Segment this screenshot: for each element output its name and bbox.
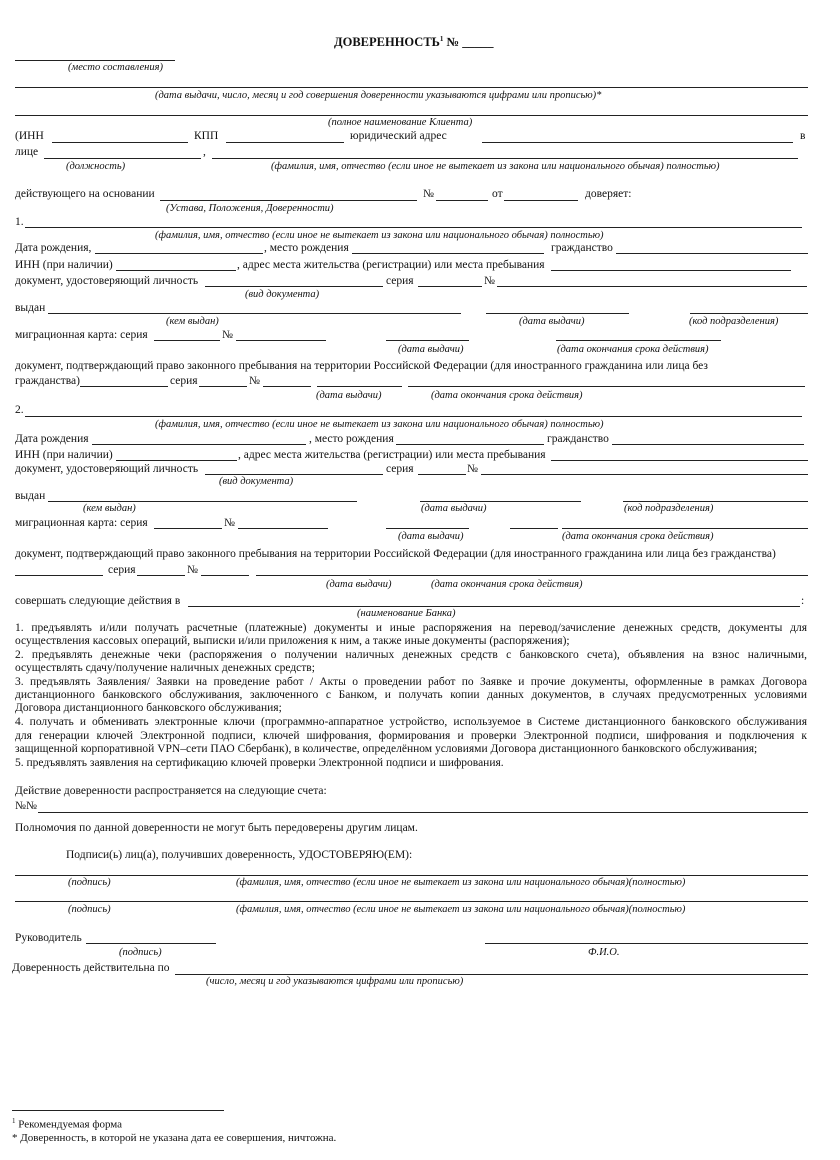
- title-number: № _____: [446, 35, 494, 50]
- person2-mig-series-line[interactable]: [154, 528, 222, 529]
- legal-address-label: юридический адрес: [350, 130, 447, 142]
- person1-number-line[interactable]: [497, 286, 807, 287]
- person2-ls-no-label: №: [187, 564, 198, 576]
- person1-issue-date-line[interactable]: [486, 313, 629, 314]
- trusts-label: доверяет:: [585, 188, 632, 200]
- person1-no-label: №: [484, 275, 495, 287]
- person2-mig-mid-line[interactable]: [510, 528, 558, 529]
- person1-dept-code-caption: (код подразделения): [689, 316, 779, 327]
- place-caption: (место составления): [68, 62, 164, 73]
- person2-birth-place-line[interactable]: [396, 444, 544, 445]
- person1-ls-doc-line[interactable]: [80, 386, 168, 387]
- basis-date-line[interactable]: [504, 200, 578, 201]
- bank-name-line[interactable]: [188, 606, 800, 607]
- person1-number: 1.: [15, 216, 24, 228]
- legal-address-line[interactable]: [482, 142, 793, 143]
- date-caption: (дата выдачи, число, месяц и год совершения доверенности указываются цифрами или прописью)*: [155, 90, 602, 101]
- client-caption: (полное наименование Клиента): [328, 117, 473, 128]
- signature-1-fio-caption: (фамилия, имя, отчество (если иное не вытекает из закона или национального обычая)(полностью): [236, 877, 686, 888]
- person1-doc-type-caption: (вид документа): [245, 289, 320, 300]
- person2-dept-code-caption: (код подразделения): [624, 503, 714, 514]
- person1-citizenship-label: гражданство: [551, 242, 613, 254]
- action-item-3-line-1: 3. предъявлять Заявления/ Заявки на проведение работ / Акты о проведении работ по Заявке и прочие документы, оформленные в рамках Договора: [15, 676, 807, 688]
- person2-ls-series-label: серия: [108, 564, 136, 576]
- person1-mig-date-caption: (дата выдачи): [398, 344, 464, 355]
- person1-ls-expiry-line[interactable]: [408, 386, 805, 387]
- person2-number-line[interactable]: [481, 474, 808, 475]
- title-footnote-mark: 1: [439, 35, 444, 43]
- person2-issued-label: выдан: [15, 490, 46, 502]
- person1-issued-by-caption: (кем выдан): [166, 316, 219, 327]
- certify-text: Подписи(ь) лиц(а), получивших доверенность, УДОСТОВЕРЯЮ(ЕМ):: [66, 849, 413, 861]
- accounts-label: Действие доверенности распространяется на следующие счета:: [15, 785, 327, 797]
- person1-address-label: , адрес места жительства (регистрации) или места пребывания: [237, 259, 545, 271]
- person2-birth-date-line[interactable]: [92, 444, 306, 445]
- person1-series-line[interactable]: [418, 286, 482, 287]
- person2-number: 2.: [15, 404, 24, 416]
- action-item-2-line-1: 2. предъявлять денежные чеки (распоряжения о получении наличных денежных средств с банковского счета), объявления на взнос наличными,: [15, 649, 807, 661]
- person2-legal-stay-text: документ, подтверждающий право законного пребывания на территории Российской Федерации (для иностранного гражданина или лица без гражданства): [15, 548, 776, 560]
- person2-id-doc-line[interactable]: [205, 474, 383, 475]
- action-item-3-line-3: Договора дистанционного банковского обслуживания;: [15, 702, 282, 714]
- person1-birth-date-label: Дата рождения,: [15, 242, 92, 254]
- position-caption: (должность): [66, 161, 126, 172]
- lice-label: лице: [15, 146, 39, 158]
- person2-no-label: №: [467, 463, 478, 475]
- person1-inn-label: ИНН (при наличии): [15, 259, 113, 271]
- person1-legal-stay-text: документ, подтверждающий право законного пребывания на территории Российской Федерации (для иностранного гражданина или лица без: [15, 360, 708, 372]
- person1-ls-expiry-caption: (дата окончания срока действия): [431, 390, 583, 401]
- lice-comma: ,: [203, 146, 206, 158]
- person2-migration-card-label: миграционная карта: серия: [15, 517, 148, 529]
- person2-fio-caption: (фамилия, имя, отчество (если иное не вытекает из закона или национального обычая) полностью): [155, 419, 604, 430]
- basis-number-line[interactable]: [436, 200, 488, 201]
- person2-series-label: серия: [386, 463, 414, 475]
- signature-2-line[interactable]: [15, 901, 808, 902]
- person1-mig-series-line[interactable]: [154, 340, 220, 341]
- person1-ls-date-line[interactable]: [317, 386, 402, 387]
- position-line[interactable]: [44, 158, 201, 159]
- valid-until-caption: (число, месяц и год указываются цифрами или прописью): [206, 976, 464, 987]
- person1-birth-place-line[interactable]: [352, 253, 544, 254]
- inn-label: (ИНН: [15, 130, 44, 142]
- person1-ls-series-label: серия: [170, 375, 198, 387]
- person2-series-line[interactable]: [418, 474, 466, 475]
- v-label: в: [800, 130, 806, 142]
- signature-2-fio-caption: (фамилия, имя, отчество (если иное не вытекает из закона или национального обычая)(полностью): [236, 904, 686, 915]
- person1-address-line[interactable]: [551, 270, 791, 271]
- accounts-line[interactable]: [38, 812, 808, 813]
- person1-birth-place-label: , место рождения: [264, 242, 349, 254]
- kpp-label: КПП: [194, 130, 219, 142]
- person2-mig-expiry-caption: (дата окончания срока действия): [562, 531, 714, 542]
- head-label: Руководитель: [15, 932, 82, 944]
- person1-ls-date-caption: (дата выдачи): [316, 390, 382, 401]
- action-item-1-line-2: осуществления кассовых операций, выписки и/или приложения к ним, а также иные документы (распоряжения);: [15, 635, 570, 647]
- person2-id-doc-label: документ, удостоверяющий личность: [15, 463, 199, 475]
- date-line[interactable]: [15, 87, 808, 88]
- person2-ls-number-line[interactable]: [201, 575, 249, 576]
- person2-address-line[interactable]: [551, 460, 808, 461]
- basis-from-label: от: [492, 188, 503, 200]
- valid-until-label: Доверенность действительна по: [12, 962, 170, 974]
- person1-fio-line[interactable]: [25, 227, 802, 228]
- person2-ls-date-caption: (дата выдачи): [326, 579, 392, 590]
- person2-doc-type-caption: (вид документа): [219, 476, 294, 487]
- bank-name-caption: (наименование Банка): [357, 608, 456, 619]
- action-item-3-line-2: дистанционного банковского обслуживания, заключенного с Банком, и получать копии данных документов, в случаях предусмотренных условиями: [15, 689, 807, 701]
- kpp-line[interactable]: [226, 142, 344, 143]
- basis-caption: (Устава, Положения, Доверенности): [166, 203, 334, 214]
- document-title: [334, 36, 493, 49]
- person2-issue-date-caption: (дата выдачи): [421, 503, 487, 514]
- person2-citizenship-label: гражданство: [547, 433, 609, 445]
- footnote-separator: [12, 1110, 224, 1111]
- person2-inn-line[interactable]: [116, 460, 237, 461]
- person1-citizenship-line[interactable]: [616, 253, 808, 254]
- signature-1-caption: (подпись): [68, 877, 111, 888]
- perform-actions-label: совершать следующие действия в: [15, 595, 181, 607]
- person2-mig-date-caption: (дата выдачи): [398, 531, 464, 542]
- footnote-1: [12, 1118, 122, 1131]
- person1-id-doc-label: документ, удостоверяющий личность: [15, 275, 199, 287]
- person1-ls-number-line[interactable]: [263, 386, 311, 387]
- head-fio-caption: Ф.И.О.: [588, 947, 620, 958]
- person1-migration-card-label: миграционная карта: серия: [15, 329, 148, 341]
- person1-inn-line[interactable]: [116, 270, 236, 271]
- person2-ls-expiry-caption: (дата окончания срока действия): [431, 579, 583, 590]
- person2-birth-date-label: Дата рождения: [15, 433, 89, 445]
- person1-fio-caption: (фамилия, имя, отчество (если иное не вытекает из закона или национального обычая) полностью): [155, 230, 604, 241]
- person2-issue-date-line[interactable]: [420, 501, 581, 502]
- basis-line[interactable]: [160, 200, 417, 201]
- person2-mig-number-line[interactable]: [238, 528, 328, 529]
- person1-id-doc-line[interactable]: [205, 286, 383, 287]
- action-item-2-line-2: осуществлять сдачу/получение наличных денежных средств;: [15, 662, 315, 674]
- action-item-5: 5. предъявлять заявления на сертификацию ключей проверки Электронной подписи и шифрования.: [15, 757, 504, 769]
- person2-ls-date-line[interactable]: [256, 575, 808, 576]
- person1-ls-series-line[interactable]: [199, 386, 247, 387]
- person2-fio-line[interactable]: [25, 416, 802, 417]
- place-line[interactable]: [15, 60, 175, 61]
- person1-mig-expiry-line[interactable]: [556, 340, 721, 341]
- person1-series-label: серия: [386, 275, 414, 287]
- person2-issued-by-caption: (кем выдан): [83, 503, 136, 514]
- valid-until-line[interactable]: [175, 974, 808, 975]
- person1-issued-by-line[interactable]: [48, 313, 461, 314]
- person1-issue-date-caption: (дата выдачи): [519, 316, 585, 327]
- action-item-4-line-1: 4. получать и обменивать электронные ключи (программно-аппаратное устройство, используемое в Системе дистанционного банковского обслуживания: [15, 716, 807, 728]
- head-fio-line[interactable]: [485, 943, 808, 944]
- footnote-2: * Доверенность, в которой не указана дата ее совершения, ничтожна.: [12, 1132, 337, 1144]
- person2-birth-place-label: , место рождения: [309, 433, 394, 445]
- person1-issued-label: выдан: [15, 302, 46, 314]
- person2-citizenship-line[interactable]: [612, 444, 804, 445]
- person1-birth-date-line[interactable]: [95, 253, 263, 254]
- person1-mig-date-line[interactable]: [386, 340, 469, 341]
- footnote-1-text: Рекомендуемая форма: [18, 1118, 123, 1131]
- person2-mig-expiry-line[interactable]: [562, 528, 808, 529]
- basis-no-label: №: [423, 188, 434, 200]
- action-item-1-line-1: 1. предъявлять и/или получать расчетные (платежные) документы и иные распоряжения на перевод/зачисление денежных средств, документы для: [15, 622, 807, 634]
- action-item-4-line-3: защищенной корпоративной VPN–сети ПАО Сбербанк), в количестве, определённом условиями Договора дистанционного банковского обслуживания;: [15, 743, 758, 755]
- person2-inn-label: ИНН (при наличии): [15, 449, 113, 461]
- person1-mig-no-label: №: [222, 329, 233, 341]
- person2-ls-doc-line[interactable]: [15, 575, 103, 576]
- person2-mig-date-line[interactable]: [386, 528, 469, 529]
- title-text: ДОВЕРЕННОСТЬ: [334, 35, 440, 50]
- signature-2-caption: (подпись): [68, 904, 111, 915]
- representative-fio-caption: (фамилия, имя, отчество (если иное не вытекает из закона или национального обычая) полностью): [271, 161, 720, 172]
- person2-issued-by-line[interactable]: [48, 501, 357, 502]
- acting-label: действующего на основании: [15, 188, 155, 200]
- person1-mig-expiry-caption: (дата окончания срока действия): [557, 344, 709, 355]
- inn-line[interactable]: [52, 142, 188, 143]
- no-delegation-text: Полномочия по данной доверенности не могут быть передоверены другим лицам.: [15, 822, 418, 834]
- head-signature-caption: (подпись): [119, 947, 162, 958]
- person2-ls-series-line[interactable]: [137, 575, 185, 576]
- person1-ls-no-label: №: [249, 375, 260, 387]
- action-item-4-line-2: для генерации ключей Электронной подписи, ключей шифрования, формирования и проверки Электронной подписи, шифрования и подключения к: [15, 730, 807, 742]
- signature-1-line[interactable]: [15, 875, 808, 876]
- head-signature-line[interactable]: [86, 943, 216, 944]
- person2-mig-no-label: №: [224, 517, 235, 529]
- client-line[interactable]: [15, 115, 808, 116]
- representative-fio-line[interactable]: [212, 158, 798, 159]
- person2-dept-code-line[interactable]: [623, 501, 808, 502]
- footnote-1-mark: 1: [12, 1117, 16, 1125]
- perform-actions-colon: :: [801, 595, 805, 607]
- person1-dept-code-line[interactable]: [690, 313, 808, 314]
- person2-address-label: , адрес места жительства (регистрации) или места пребывания: [238, 449, 546, 461]
- accounts-nn-label: №№: [15, 800, 37, 812]
- person1-legal-stay-text-2: гражданства): [15, 375, 80, 387]
- person1-mig-number-line[interactable]: [236, 340, 326, 341]
